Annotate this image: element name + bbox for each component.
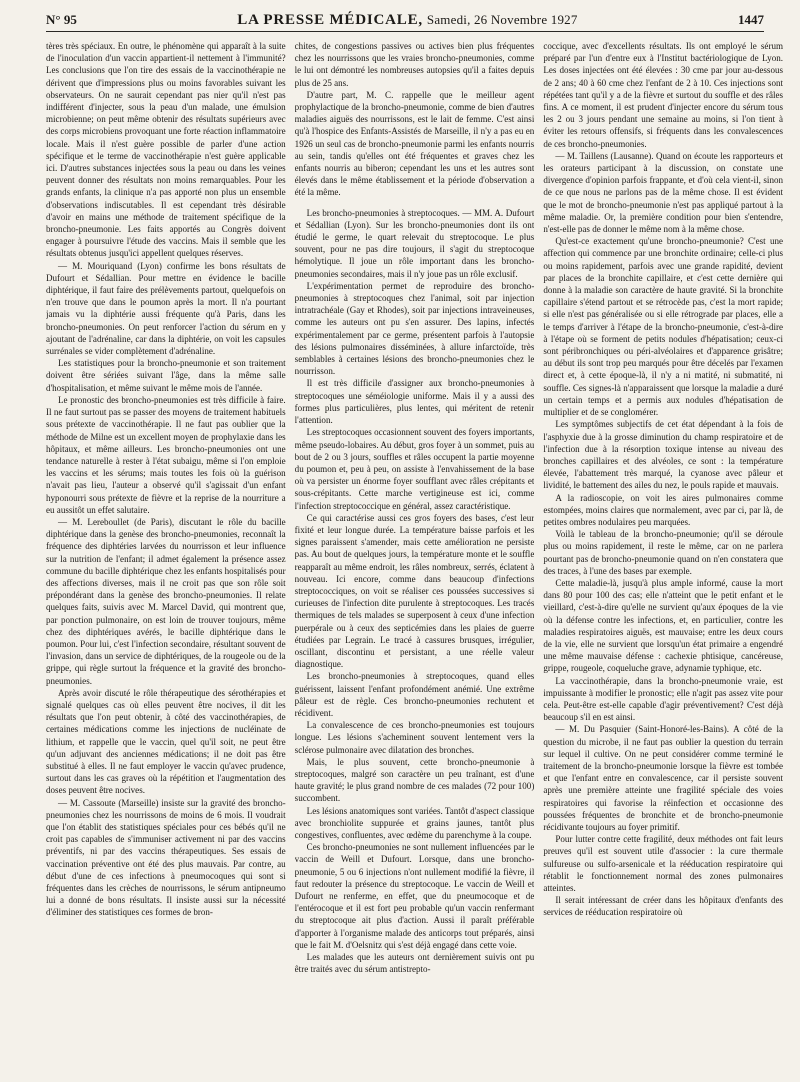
paragraph: — M. Taillens (Lausanne). Quand on écoute les rapporteurs et les orateurs participant à la discussion, on constate une divergence d'opinion parfois frappante, et d'où cela vient-il, sinon de ce que nous ne parlons pas de la même chose. Il est évident que le mot de broncho-pneumonie n'est pas appliqué partout à la même maladie. Or, la première condition pour bien s'entendre, n'est-elle pas de donner le même nom à la même chose. [543, 150, 784, 235]
page-number: 1447 [737, 12, 764, 27]
paragraph: — M. Mouriquand (Lyon) confirme les bons résultats de Dufourt et Sédallian. Pour mettre en évidence le bacille diphtérique, il faut faire des prélèvements partout, quelquefois on n'en trouve que dans le poumon après la mort. Il n'a pourtant jamais vu la diphtérie aussi fréquente qu'à Paris, dans les broncho-pneumonies. On peut renforcer l'action du sérum en y ajoutant de l'adrénaline, car dans la diphtérie, on voit les capsules surrénales se vider complètement d'adrénaline. [46, 260, 286, 357]
paragraph: L'expérimentation permet de reproduire des broncho-pneumonies à streptocoques chez l'animal, soit par injection intratrachéale (Gay et Rhodes), soit par injections intraveineuses, comme les auteurs ont pu s'en assurer. Des lapins, infectés expérimentalement par ce germe, présentent parfois à l'autopsie des lésions pulmonaires disséminées, à allure infarctoïde, très semblables à certaines lésions des broncho-pneumonies chez le nourrisson. [294, 280, 535, 377]
paragraph: Le pronostic des broncho-pneumonies est très difficile à faire. Il ne faut surtout pas se passer des moyens de traitement habituels sous prétexte de vaccinothérapie. Il ne faut pas oublier que la méthode de Milne est un excellent moyen de prophylaxie dans les hôpitaux, et même ailleurs. Les broncho-pneumonies ont une tendance naturelle à rester à l'état subaigu, même si l'on emploie les vaccins et les sérums; mais toutes les fois où la guérison n'avait pas lieu, l'auteur a observé qu'il s'agissait d'un enfant hyponourri sous prétexte de fièvre et la reprise de la nourriture a eu aussitôt un effet salutaire. [46, 394, 286, 515]
paragraph: Les streptocoques occasionnent souvent des foyers importants, même pseudo-lobaires. Au début, gros foyer à un sommet, puis au bout de 2 ou 3 jours, souffles et râles occupent la partie moyenne du poumon et, peu à peu, on assiste à l'envahissement de la base où va persister un énorme foyer soufflant avec râles crépitants et sous-crépitants. Cette marche vertigineuse est ici, comme l'infection streptococcique en général, assez caractéristique. [294, 427, 535, 511]
paragraph: tères très spéciaux. En outre, le phénomène qui apparaît à la suite de l'inoculation d'un vaccin appartient-il nettement à l'immunité? Les conclusions que l'on tire des essais de la vaccinothérapie ne dérivent que d'impressions plus ou moins favorables suivant les observateurs. On ne saurait cependant pas nier qu'il n'est pas indifférent d'injecter, sous la peau d'un malade, une émulsion microbienne; on peut même obtenir des résultats supérieurs avec des corps microbiens provoquant une forte réaction inflammatoire locale. Mais il n'est guère possible de parler d'une action spécifique et le terme de vaccinothérapie n'est guère applicable ici. D'autres substances injectées sous la peau ou dans les veines peuvent donner des résultats non moins remarquables. Pour les grands enfants, la clinique n'a pas apporté non plus un ensemble d'observations indiscutables. Il est cependant très désirable d'avoir en mains une méthode de traitement spécifique de la broncho-pneumonie. Les faits apportés au Congrès doivent engager à poursuivre l'étude des vaccins. Mais il semble que les résultats obtenus jusqu'ici appellent quelques réserves. [46, 41, 286, 259]
paragraph: Il serait intéressant de créer dans les hôpitaux d'enfants des services de rééducation respiratoire où [543, 895, 784, 918]
paragraph: Cette maladie-là, jusqu'à plus ample informé, cause la mort dans 80 pour 100 des cas; elle n'atteint que le petit enfant et le vieillard, c'est-à-dire qu'elle ne survient qu'aux époques de la vie où la défense contre les infections, et, en particulier, contre les maladies respiratoires aiguës, est mauvaise; entre les deux cours de la vie, elle ne survient que lorsqu'un état primaire a engendré une même mauvaise défense : cachexie phtisique, cancéreuse, grippe, rougeole, coqueluche grave, adynamie typhique, etc. [543, 577, 784, 674]
paragraph: Il est très difficile d'assigner aux broncho-pneumonies à streptocoques une séméiologie uniforme. Mais il y a aussi des formes plus particulières, plus lentes, qui méritent de retenir l'attention. [294, 378, 535, 426]
paragraph: — M. Du Pasquier (Saint-Honoré-les-Bains). A côté de la question du microbe, il ne faut pas oublier la question du terrain sur lequel il cultive. On ne peut considérer comme terminé le traitement de la broncho-pneumonie lorsque la fièvre est tombée et que l'enfant entre en convalescence, car il persiste souvent après une première atteinte une fragilité spéciale des voies respiratoires qui favorise la réinfection et occasionne des poussées fréquentes de bronchite et de broncho-pneumonie récidivante toujours au foyer primitif. [543, 724, 784, 832]
paragraph: A la radioscopie, on voit les aires pulmonaires comme estompées, moins claires que normalement, avec par ci, par là, de petites ombres nodulaires peu marquées. [543, 492, 784, 527]
paragraph: — M. Lereboullet (de Paris), discutant le rôle du bacille diphtérique dans la genèse des broncho-pneumonies, reconnaît la fréquence des diphtéries larvées du nourrisson et leur influence sur la nutrition de l'enfant; il admet également la présence assez commune du bacille diphtérique chez les enfants hospitalisés pour des affections diverses, mais il ne croit pas que son rôle soit prépondérant dans la genèse des broncho-pneumonies. Il relate quelques faits, suivis avec M. Marcel David, qui montrent que, par ponction pulmonaire, on est loin de trouver toujours, même chez des diphtériques avérés, le bacille diphtérique dans le poumon. Pour lui, c'est l'infection secondaire, résultant souvent de l'invasion, dans un service de diphtériques, de la rougeole ou de la grippe, qui règle surtout la fréquence et la gravité des broncho-pneumonies. [46, 516, 286, 686]
paragraph: Voilà le tableau de la broncho-pneumonie; qu'il se déroule plus ou moins rapidement, il reste le même, car on ne parlera pourtant pas de broncho-pneumonie quand on n'en constatera que des traces, à l'une des bases par exemple. [543, 529, 784, 576]
masthead-center [237, 12, 577, 29]
masthead [46, 9, 764, 32]
paragraph: Les symptômes subjectifs de cet état dépendant à la fois de l'asphyxie due à la grosse diminution du champ respiratoire et de l'infection due à la résorption toxique intense au niveau des bronches capillaires et des alvéoles, ce sont : la température élevée, l'abattement très marqué, la cyanose avec pâleur et lividité, le battement des ailes du nez, le pouls rapide et mauvais. [543, 419, 784, 491]
paragraph: Les malades que les auteurs ont dernièrement suivis ont pu être traités avec du sérum antistrepto- [294, 952, 535, 975]
text-columns [46, 40, 783, 1072]
column-3 [543, 40, 783, 1072]
paragraph: D'autre part, M. C. rappelle que le meilleur agent prophylactique de la broncho-pneumonie, comme de bien d'autres maladies aiguës des nourrissons, est le lait de femme. C'est ainsi qu'à l'hospice des Enfants-Assistés de Marseille, il n'y a pas eu en 1926 un seul cas de broncho-pneumonie parmi les enfants nourris au sein, tandis qu'elles ont été fréquentes et graves chez les enfants nourris au biberon; cependant les uns et les autres sont élevés dans le même établissement et la période d'observation a été la même. [294, 89, 535, 198]
paragraph: Pour lutter contre cette fragilité, deux méthodes ont fait leurs preuves qu'il est souvent utile d'associer : la cure thermale sulfureuse ou sulfo-arsenicale et la rééducation respiratoire qui rétablit le fonctionnement normal des zones pulmonaires atteintes. [543, 834, 784, 894]
paragraph: Les statistiques pour la broncho-pneumonie et son traitement doivent être sériées suivant l'âge, dans la même salle d'hospitalisation, et même suivant le même mois de l'année. [46, 358, 286, 393]
paragraph: Ce qui caractérise aussi ces gros foyers des bases, c'est leur fixité et leur longue durée. La température baisse parfois et les signes paraissent s'amender, mais cette amélioration ne persiste pas. Au bout de quelques jours, la température monte et le souffle reapparaît au même endroit, les râles nombreux, serrés, éclatent à nouveau. Ici encore, comme dans beaucoup d'infections streptococciques, on voit se réaliser ces poussées successives si curieuses de l'infection dite purulente à streptocoques. Les tracés thermiques de tels malades se superposent à ceux d'une infection puerpérale ou à ceux des septicémies dans les plaies de guerre étudiées par Legrain. Le tracé à cassures brusques, irrégulier, oscillant, discontinu et persistant, a une réelle valeur diagnostique. [294, 512, 535, 670]
paragraph: La convalescence de ces broncho-pneumonies est toujours longue. Les lésions s'acheminent souvent lentement vers la sclérose pulmonaire avec dilatation des bronches. [294, 720, 535, 755]
paragraph: Qu'est-ce exactement qu'une broncho-pneumonie? C'est une affection qui commence par une bronchite ordinaire; celle-ci plus ou moins rapidement, parfois avec une grande rapidité, devient par places de la bronchite capillaire, et c'est cette dernière qui donne à la maladie son caractère de haute gravité. Si la bronchite capillaire s'étend partout et se rétrocède pas, c'est la mort rapide; si elle n'est pas généralisée ou si elle rétrograde par places, elle a le temps d'arriver à l'étape de la broncho-pneumonie, c'est-à-dire à l'étape où se forment de petits nodules d'hépatisation; ceux-ci sont péribronchiques ou péri-alvéolaires et d'apparence grisâtre; au début ils sont trop peu marqués pour être décelés par l'examen direct et, à cette époque-là, il n'y a ni matité, ni submatité, ni souffle. Ces signes-là n'apparaissent que lorsque la maladie a duré un certain temps et a permis aux nodules d'hépatisation de multiplier et de se conglomérer. [543, 236, 784, 418]
column-2 [295, 40, 535, 1072]
section-heading-paragraph: Les broncho-pneumonies à streptocoques. — MM. A. Dufourt et Sédallian (Lyon). Sur les broncho-pneumonies dont ils ont étudié le germe, le quart relevait du streptocoque. Le plus souvent, pour ne pas dire toujours, il s'agit du streptocoque hémolytique. Il joue un rôle important dans les broncho-pneumonies secondaires, mais il n'y joue pas un rôle exclusif. [294, 207, 535, 279]
paragraph: La vaccinothérapie, dans la broncho-pneumonie vraie, est impuissante à modifier le pronostic; elle n'agit pas assez vite pour cela. Peut-être est-elle capable d'agir préventivement? C'est déjà beaucoup s'il en est ainsi. [543, 675, 784, 723]
paragraph: Les broncho-pneumonies à streptocoques, quand elles guérissent, laissent l'enfant profondément anémié. Une extrême pâleur est de règle. Ces broncho-pneumonies rechutent et récidivent. [294, 671, 535, 718]
paragraph: — M. Cassoute (Marseille) insiste sur la gravité des broncho-pneumonies chez les nourrissons de moins de 6 mois. Il voudrait que l'on établit des statistiques spéciales pour ces bébés qu'il ne croit pas capables de s'immuniser activement ni par des vaccins préventifs, ni par des vaccins thérapeutiques. Ses essais de vaccination préventive ont été des plus mauvais. Par contre, au début d'une de ces infections à pneumocoques qui sont si fréquentes dans les crèches de nourrissons, le sérum antipneumo lui a donné de bons résultats. Il insiste aussi sur la nécessité d'éliminer des statistiques ces formes de bron- [46, 797, 286, 918]
issue-number: N° 95 [46, 12, 77, 27]
paragraph: Après avoir discuté le rôle thérapeutique des sérothérapies et signalé quelques cas où elles peuvent être nocives, il dit les résultats que l'on peut obtenir, à côté des vaccinothérapies, de certaines médications comme les injections de nucléinate de lithium, et rappelle que le vaccin, quel qu'il soit, ne peut être qu'un adjuvant des anciennes médications; il ne doit pas être substitué à elles. Il ne faut employer le vaccin qu'avec prudence, surtout dans les cas graves où la répétition et l'augmentation des doses peuvent être nocives. [46, 687, 286, 796]
paragraph: Ces broncho-pneumonies ne sont nullement influencées par le vaccin de Weill et Dufourt. Lorsque, dans une broncho-pneumonie, 5 ou 6 injections n'ont nullement modifié la fièvre, il faut redouter la présence du streptocoque. Le vaccin de Weill et Dufourt ne renferme, en effet, que du pneumocoque et de l'entérocoque et il est fort peu probable qu'un vaccin renfermant du streptocoque ait plus d'action. Aussi il paraît préférable d'apporter à l'organisme malade des anticorps tout préparés, ainsi que le fait M. d'Oelsnitz qui s'est déjà engagé dans cette voie. [294, 842, 535, 950]
paragraph: Mais, le plus souvent, cette broncho-pneumonie à streptocoques, malgré son caractère un peu traînant, est d'une haute gravité; le plus grand nombre de ces malades (72 pour 100) succombent. [294, 756, 535, 804]
journal-title: LA PRESSE MÉDICALE, [237, 11, 423, 28]
paragraph: Les lésions anatomiques sont variées. Tantôt d'aspect classique avec bronchiolite suppurée et grains jaunes, tantôt plus congestives, confluentes, avec œdème du parenchyme à la coupe. [294, 805, 535, 840]
paragraph: coccique, avec d'excellents résultats. Ils ont employé le sérum préparé par l'un d'entre eux à l'Institut bactériologique de Lyon. Les doses injectées ont été élevées : 30 cme par jour au-dessous de 2 ans; 40 à 60 cme chez l'enfant de 2 à 10. Ces injections sont répétées tant qu'il y a de la fièvre et surtout du souffle et des râles fins. A ce moment, il est prudent d'injecter encore du sérum tous les 2 ou 3 jours pendant une semaine au moins, si l'on tient à éviter les retours offensifs, si fréquents dans les convalescences de ces broncho-pneumonies. [543, 41, 784, 149]
issue-date: Samedi, 26 Novembre 1927 [426, 11, 578, 27]
column-1 [46, 40, 286, 1072]
paragraph: chites, de congestions passives ou actives bien plus fréquentes chez les nourrissons que les vraies broncho-pneumonies, comme le lui ont démontré les nombreuses autopsies qu'il a faites depuis plus de 25 ans. [294, 41, 535, 88]
